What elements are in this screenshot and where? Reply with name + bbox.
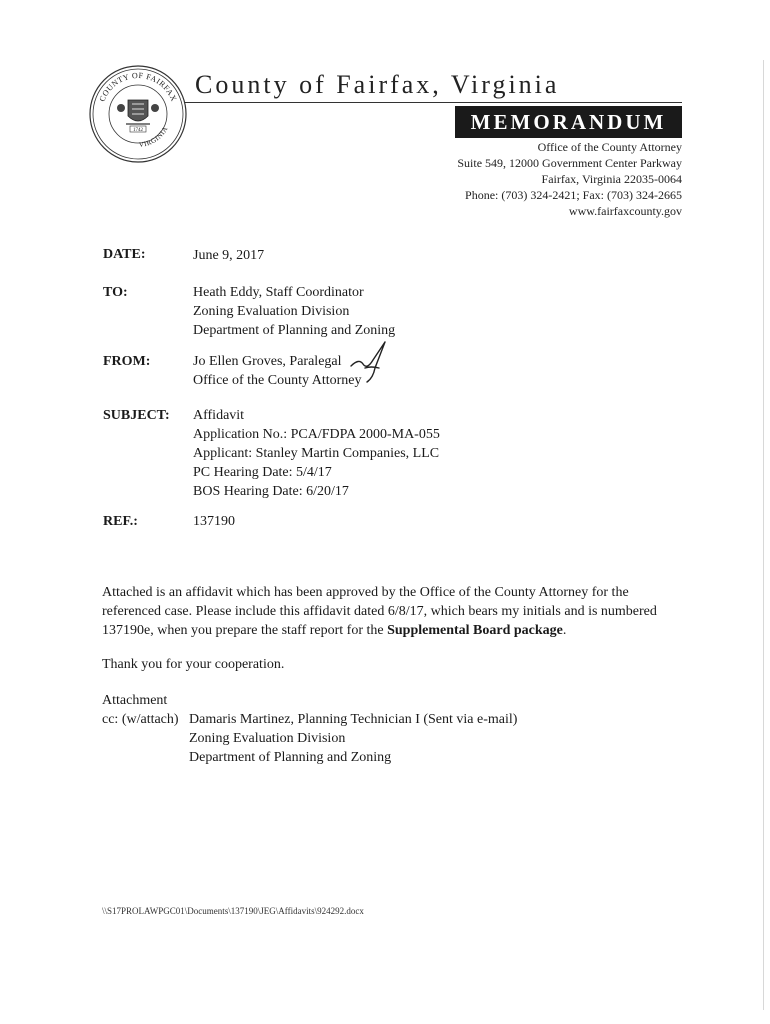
- paragraph-end: .: [562, 623, 567, 638]
- date-text: June 9, 2017: [193, 248, 265, 263]
- from-label: FROM:: [103, 354, 151, 369]
- subject-line: Affidavit: [193, 408, 245, 423]
- header-rule: [185, 102, 682, 103]
- subject-value: [193, 406, 440, 501]
- cc-line: Damaris Martinez, Planning Technician I (Sent via e-mail): [189, 712, 518, 727]
- cc-label: cc: (w/attach): [102, 712, 179, 727]
- office-line: Phone: (703) 324-2421; Fax: (703) 324-2665: [465, 188, 682, 202]
- page-title: County of Fairfax, Virginia: [195, 70, 560, 99]
- subject-line: Applicant: Stanley Martin Companies, LLC: [193, 446, 440, 461]
- memorandum-label: MEMORANDUM: [455, 106, 682, 138]
- date-label: DATE:: [103, 247, 146, 262]
- ref-value: [193, 512, 235, 531]
- svg-text:1742: 1742: [133, 128, 143, 133]
- to-line: Department of Planning and Zoning: [193, 323, 396, 338]
- office-line: Office of the County Attorney: [537, 140, 682, 154]
- paragraph-text: Attached is an affidavit which has been approved by the Office of the County Attorney for the referenced case. Please include this affidavit dated 6/8/17, which bears my initials and is numbered 137190e, when you prepare the staff report for the: [102, 585, 657, 638]
- subject-line: BOS Hearing Date: 6/20/17: [193, 484, 349, 499]
- county-seal-logo: [88, 64, 188, 164]
- to-label: TO:: [103, 285, 128, 300]
- office-line: Suite 549, 12000 Government Center Parkway: [457, 156, 682, 170]
- to-line: Heath Eddy, Staff Coordinator: [193, 285, 364, 300]
- ref-label: REF.:: [103, 514, 138, 529]
- ref-number: 137190: [193, 514, 235, 529]
- office-line: Fairfax, Virginia 22035-0064: [541, 172, 682, 186]
- svg-text:VIRGINIA: VIRGINIA: [138, 125, 170, 150]
- cc-line: Department of Planning and Zoning: [189, 750, 392, 765]
- file-path: \\S17PROLAWPGC01\Documents\137190\JEG\Affidavits\924292.docx: [102, 906, 364, 916]
- from-line: Office of the County Attorney: [193, 373, 362, 388]
- from-value: [193, 352, 362, 390]
- to-line: Zoning Evaluation Division: [193, 304, 350, 319]
- svg-text:COUNTY OF FAIRFAX: COUNTY OF FAIRFAX: [97, 70, 179, 103]
- thanks-line: Thank you for your cooperation.: [102, 657, 285, 672]
- cc-recipients: [189, 710, 517, 767]
- date-value: [193, 246, 264, 265]
- initials-signature: [345, 338, 391, 386]
- from-line: Jo Ellen Groves, Paralegal: [193, 354, 342, 369]
- attachment-line: Attachment: [102, 693, 168, 708]
- to-value: [193, 283, 395, 340]
- body-paragraph: [102, 583, 682, 640]
- office-website: www.fairfaxcounty.gov: [568, 204, 682, 218]
- subject-label: SUBJECT:: [103, 408, 170, 423]
- paragraph-bold-text: Supplemental Board package: [387, 623, 563, 638]
- page-edge: [763, 60, 764, 1010]
- office-address: [457, 139, 682, 219]
- cc-line: Zoning Evaluation Division: [189, 731, 346, 746]
- subject-line: PC Hearing Date: 5/4/17: [193, 465, 332, 480]
- subject-line: Application No.: PCA/FDPA 2000-MA-055: [193, 427, 440, 442]
